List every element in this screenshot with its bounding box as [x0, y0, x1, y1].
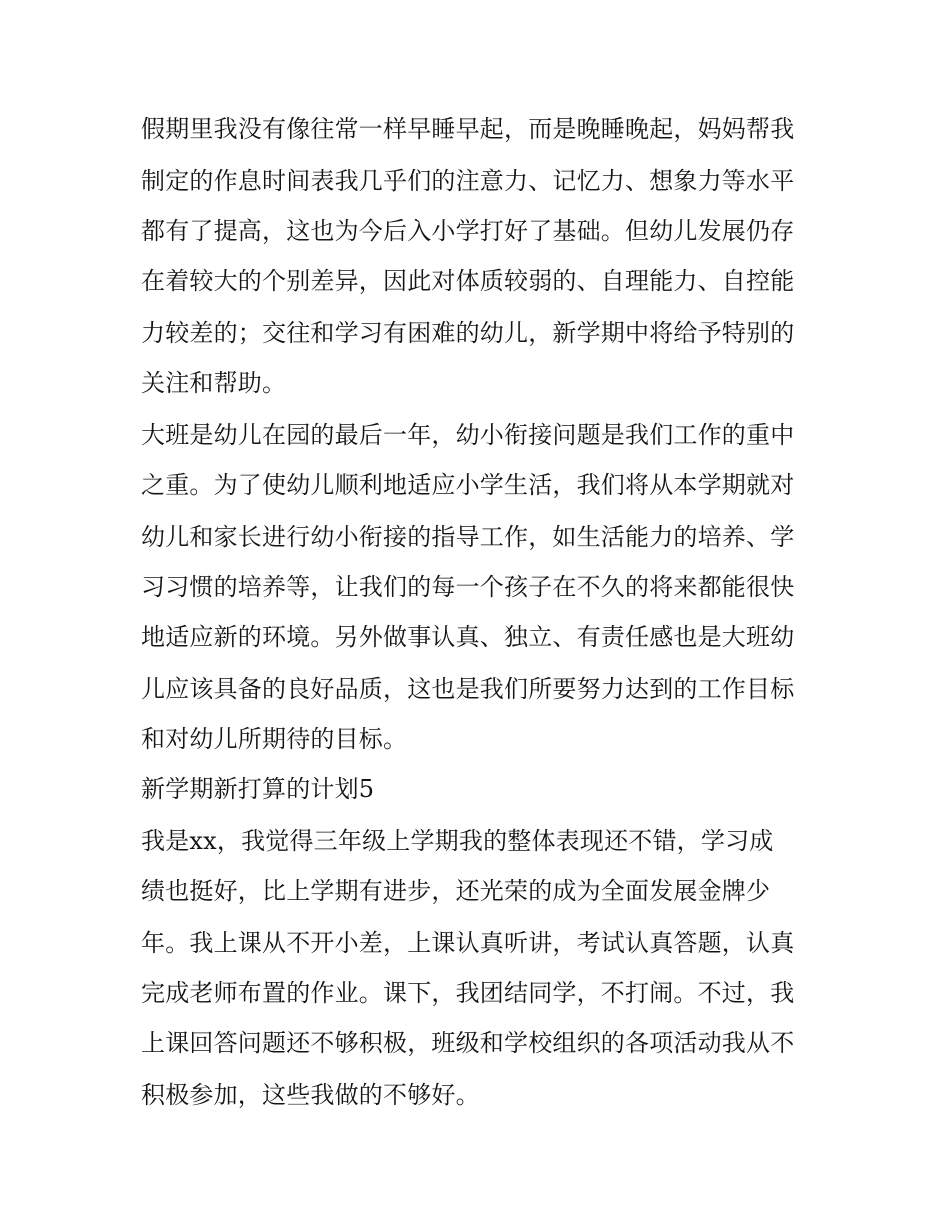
text-line: 假期里我没有像往常一样早睡早起，而是晚睡晚起，妈妈帮我: [141, 115, 795, 143]
text-line: 上课回答问题还不够积极，班级和学校组织的各项活动我从不: [141, 1029, 795, 1057]
section-heading: 新学期新打算的计划5: [141, 775, 375, 803]
text-line: 年。我上课从不开小差，上课认真听讲，考试认真答题，认真: [141, 929, 795, 957]
text-line: 在着较大的个别差异，因此对体质较弱的、自理能力、自控能: [141, 267, 795, 295]
text-line: 幼儿和家长进行幼小衔接的指导工作，如生活能力的培养、学: [141, 523, 795, 551]
text-line: 大班是幼儿在园的最后一年，幼小衔接问题是我们工作的重中: [141, 421, 795, 449]
text-line: 积极参加，这些我做的不够好。: [141, 1081, 480, 1109]
text-line: 和对幼儿所期待的目标。: [141, 725, 408, 753]
text-line: 地适应新的环境。另外做事认真、独立、有责任感也是大班幼: [141, 623, 795, 651]
text-line: 习习惯的培养等，让我们的每一个孩子在不久的将来都能很快: [141, 573, 795, 601]
text-line: 都有了提高，这也为今后入小学打好了基础。但幼儿发展仍存: [141, 217, 795, 245]
text-line: 力较差的；交往和学习有困难的幼儿，新学期中将给予特别的: [141, 319, 795, 347]
text-line: 完成老师布置的作业。课下，我团结同学，不打闹。不过，我: [141, 979, 795, 1007]
text-line: 我是xx，我觉得三年级上学期我的整体表现还不错，学习成: [141, 827, 774, 855]
text-line: 关注和帮助。: [141, 369, 287, 397]
text-line: 制定的作息时间表我几乎们的注意力、记忆力、想象力等水平: [141, 167, 795, 195]
text-line: 儿应该具备的良好品质，这也是我们所要努力达到的工作目标: [141, 675, 795, 703]
text-line: 绩也挺好，比上学期有进步，还光荣的成为全面发展金牌少: [141, 877, 771, 905]
text-line: 之重。为了使幼儿顺利地适应小学生活，我们将从本学期就对: [141, 471, 795, 499]
